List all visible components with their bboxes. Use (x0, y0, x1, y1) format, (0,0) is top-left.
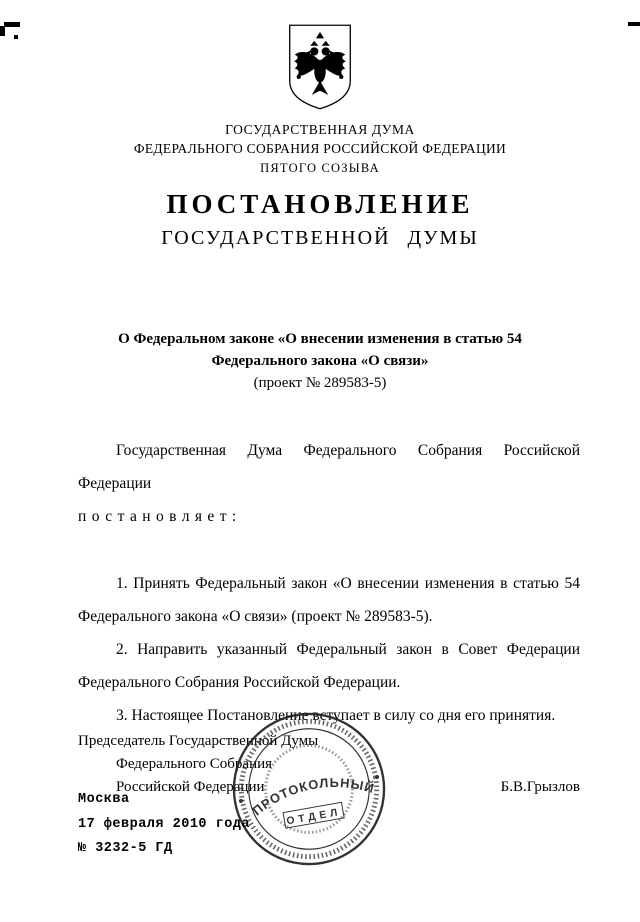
signer-name: Б.В.Грызлов (500, 779, 580, 795)
scan-artifact (14, 35, 18, 39)
coat-of-arms-icon (0, 22, 640, 114)
org-name-line3: ПЯТОГО СОЗЫВА (260, 161, 380, 175)
issue-number: № 3232-5 ГД (78, 841, 173, 856)
document-type-subtitle: ГОСУДАРСТВЕННОЙ ДУМЫ (161, 227, 479, 249)
scan-artifact (4, 22, 20, 27)
signer-role-line1: Председатель Государственной Думы (78, 733, 319, 749)
issue-date: 17 февраля 2010 года (78, 816, 251, 832)
subject-line1: О Федеральном законе «О внесении изменения в статью 54 (118, 331, 522, 347)
signer-role-line3: Российской Федерации (116, 779, 265, 795)
issue-details (78, 788, 250, 862)
intro-paragraph: Государственная Дума Федерального Собрания Российской Федерации (78, 442, 580, 492)
document-type-title: ПОСТАНОВЛЕНИЕ (166, 189, 474, 219)
org-name-line1: ГОСУДАРСТВЕННАЯ ДУМА (225, 122, 415, 137)
resolution-item-1: 1. Принять Федеральный закон «О внесении изменения в статью 54 Федерального закона «О связи» (проект № 289583-5). (78, 575, 580, 625)
stamp-text-line1: ПРОТОКОЛЬНЫЙ (249, 775, 377, 819)
resolution-item-2: 2. Направить указанный Федеральный закон в Совет Федерации Федерального Собрания Российской Федерации. (78, 641, 580, 691)
resolves-line: постановляет: (78, 508, 242, 525)
resolution-items (78, 567, 580, 732)
org-name-line2: ФЕДЕРАЛЬНОГО СОБРАНИЯ РОССИЙСКОЙ ФЕДЕРАЦИИ (133, 141, 507, 156)
signer-role-line2: Федерального Собрания (116, 756, 273, 772)
stamp-text-line2: ОТДЕЛ (285, 806, 343, 828)
project-number: (проект № 289583-5) (253, 375, 387, 391)
issue-city: Москва (78, 792, 130, 807)
document-header (0, 22, 640, 250)
subject-line2: Федерального закона «О связи» (211, 353, 429, 369)
resolution-item-3: 3. Настоящее Постановление вступает в силу со дня его принятия. (116, 707, 556, 724)
document-subject-title (0, 328, 640, 394)
scan-artifact (628, 22, 640, 26)
document-body (78, 434, 580, 732)
scan-artifact (0, 26, 5, 36)
